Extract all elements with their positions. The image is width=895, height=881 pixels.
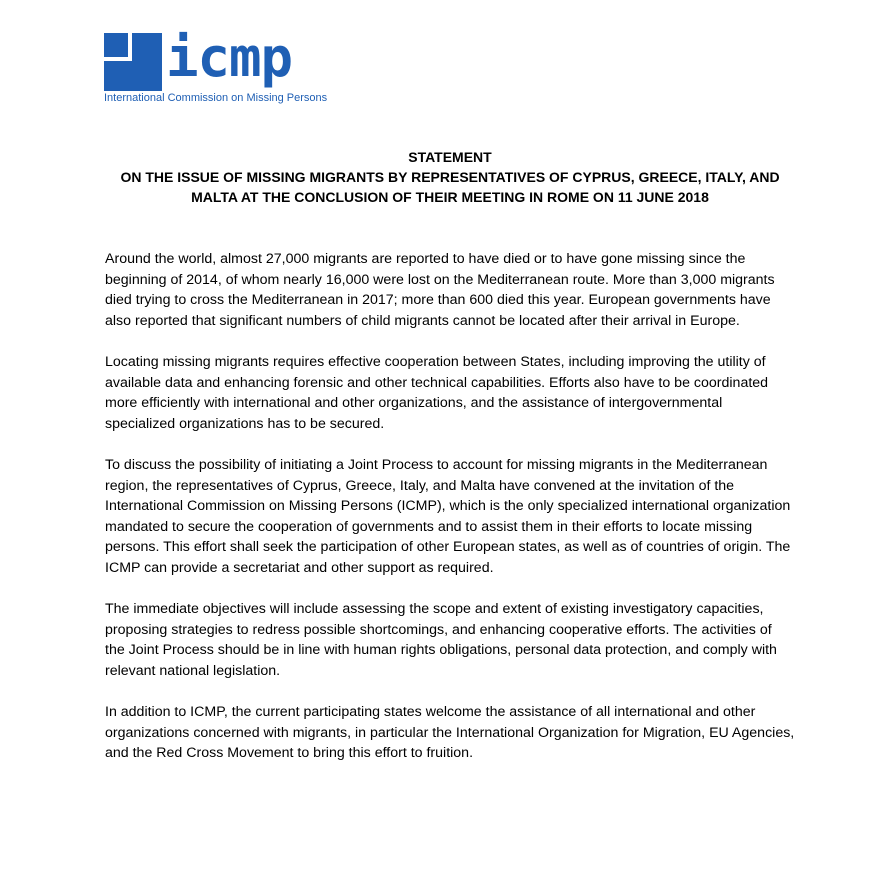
paragraph: To discuss the possibility of initiating a Joint Process to account for missing migrants in the Mediterranean region, the representatives of Cyprus, Greece, Italy, and Malta have convened at the invitation of the International Commission on Missing Persons (ICMP), which is the only specialized international organization mandated to secure the cooperation of governments and to assist them in their efforts to locate missing persons. This effort shall seek the participation of other European states, as well as of countries of origin. The ICMP can provide a secretariat and other support as required. [105, 456, 791, 576]
heading-line-1: STATEMENT [408, 149, 492, 165]
paragraph: Around the world, almost 27,000 migrants are reported to have died or to have gone missing since the beginning of 2014, of whom nearly 16,000 were lost on the Mediterranean route. More than 3,000 migrants died trying to cross the Mediterranean in 2017; more than 600 died this year. European governments have also reported that significant numbers of child migrants cannot be located after their arrival in Europe. [105, 251, 775, 329]
icmp-logo [104, 26, 344, 113]
statement-heading [60, 147, 840, 207]
paragraph: In addition to ICMP, the current participating states welcome the assistance of all international and other organizations concerned with migrants, in particular the International Organization for Migration, EU Agencies, and the Red Cross Movement to bring this effort to fruition. [105, 704, 795, 762]
logo-wordmark: icmp [166, 26, 293, 89]
paragraph: The immediate objectives will include assessing the scope and extent of existing investigatory capacities, proposing strategies to redress possible shortcomings, and enhancing cooperative efforts. The activities of the Joint Process should be in line with human rights obligations, personal data protection, and comply with relevant national legislation. [105, 601, 777, 679]
paragraph: Locating missing migrants requires effective cooperation between States, including improving the utility of available data and enhancing forensic and other technical capabilities. Efforts also have to be coordinated more efficiently with international and other organizations, and the assistance of intergovernmental specialized organizations has to be secured. [105, 353, 769, 432]
logo-caption: International Commission on Missing Persons [104, 92, 328, 104]
statement-body [105, 249, 795, 784]
heading-line-2: ON THE ISSUE OF MISSING MIGRANTS BY REPRESENTATIVES OF CYPRUS, GREECE, ITALY, AND [120, 169, 780, 185]
icmp-logo-mark-icon [104, 33, 162, 91]
heading-line-3: MALTA AT THE CONCLUSION OF THEIR MEETING IN ROME ON 11 JUNE 2018 [191, 189, 709, 205]
